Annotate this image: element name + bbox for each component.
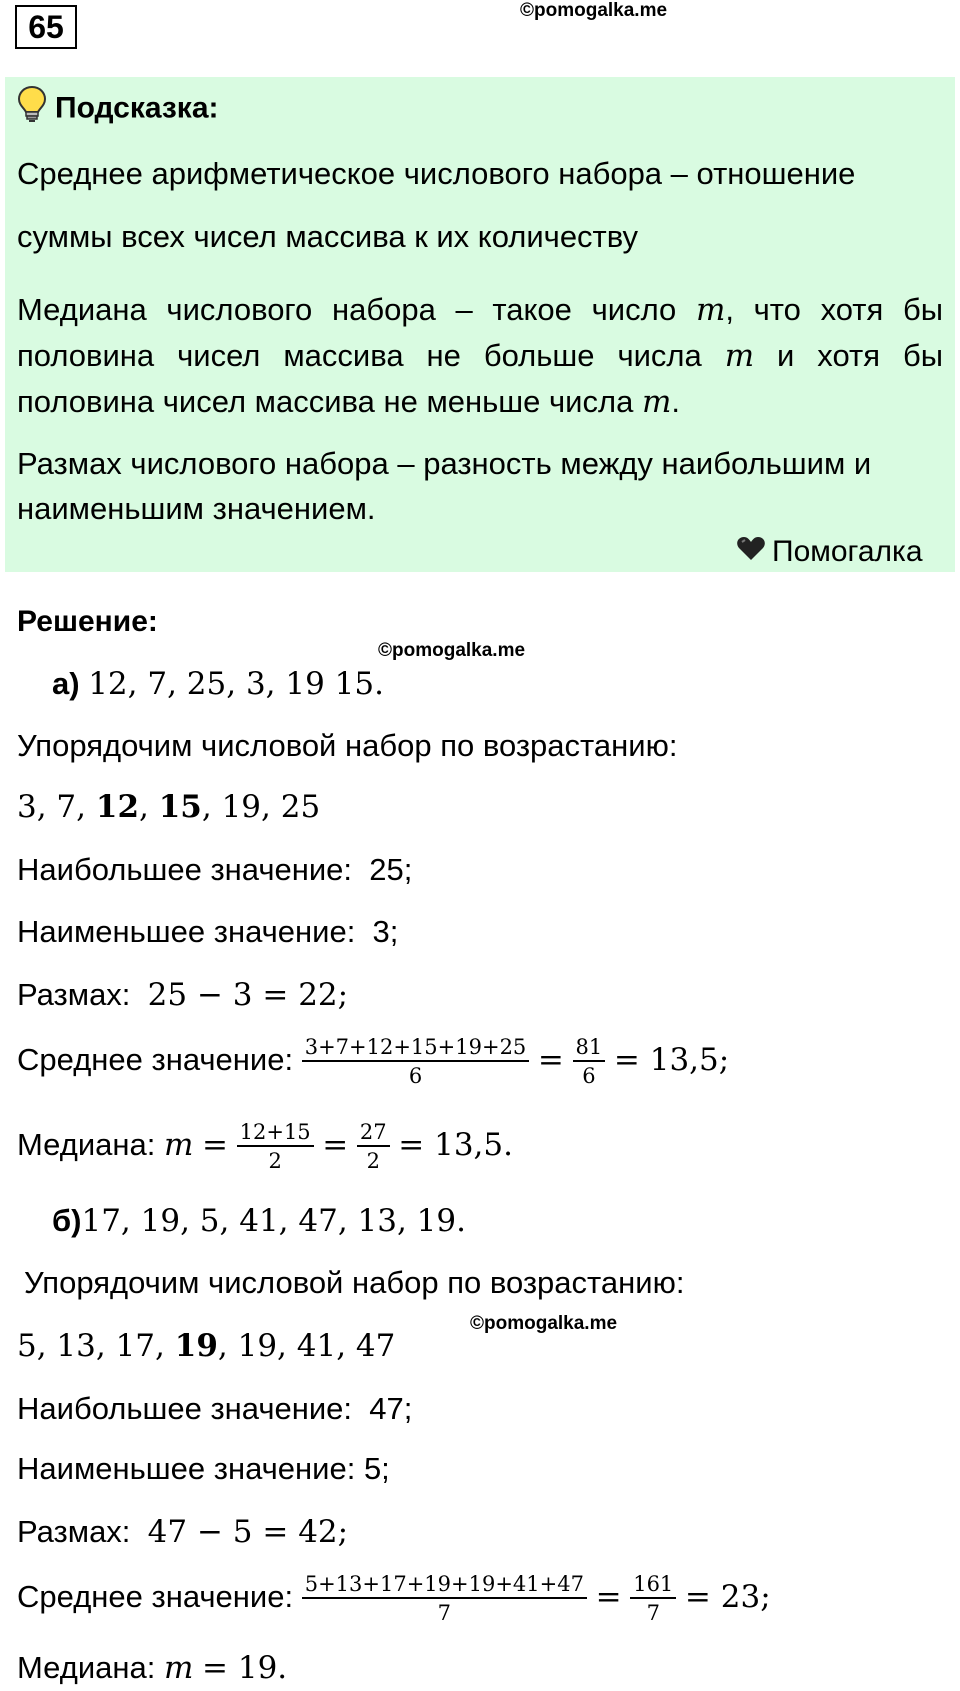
min-label: Наименьшее значение: xyxy=(17,914,356,949)
part-b-median xyxy=(17,1648,287,1688)
hint-title: Подсказка: xyxy=(55,91,219,125)
part-a-mean: Среднее значение: $\frac{3+7+12+15+19+25}{6}$ = $\frac{81}{6}$ = 13,5; xyxy=(17,1034,730,1088)
ordered-part: 3, 7, xyxy=(17,789,96,825)
part-a-max xyxy=(17,850,412,890)
range-label: Размах: xyxy=(17,1514,131,1549)
hint-p1-line1: Среднее арифметическое числового набора – отношение xyxy=(17,156,856,191)
heart-icon xyxy=(736,533,766,573)
mean-fraction-simplified: $\frac{81}{6}$ xyxy=(573,1034,606,1090)
median-element: 12 xyxy=(95,789,140,825)
median-label: Медиана: xyxy=(17,1127,156,1162)
part-a-order-text: Упорядочим числовой набор по возрастанию: xyxy=(17,728,678,763)
part-b-min xyxy=(17,1449,390,1489)
ordered-part: , 19, 41, 47 xyxy=(217,1328,396,1364)
range-expression: 25 − 3 = 22; xyxy=(147,977,349,1013)
min-value: 5; xyxy=(363,1451,390,1486)
hint-range-definition: Размах числового набора – разность между наибольшим и наименьшим значением. xyxy=(17,446,872,526)
watermark-bottom: ©pomogalka.me xyxy=(470,1313,618,1334)
ordered-part: 5, 13, 17, xyxy=(17,1328,175,1364)
part-b-max xyxy=(17,1389,412,1429)
part-a-label: а) xyxy=(52,666,80,701)
median-fraction-simplified: $\frac{27}{2}$ xyxy=(357,1119,390,1175)
hint-p2-var-m: m xyxy=(724,338,755,374)
median-fraction: $\frac{12+15}{2}$ xyxy=(237,1119,314,1175)
part-a-median: Медиана: m = $\frac{12+15}{2}$ = $\frac{27}{2}$ = 13,5. xyxy=(17,1119,513,1173)
brand-name: Помогалка xyxy=(772,535,923,568)
part-b-order-text: Упорядочим числовой набор по возрастанию: xyxy=(24,1265,685,1300)
min-label: Наименьшее значение: xyxy=(17,1451,356,1486)
mean-fraction-simplified: $\frac{161}{7}$ xyxy=(630,1571,676,1627)
task-number: 65 xyxy=(15,5,77,49)
part-a-ordered-set xyxy=(17,787,320,827)
max-value: 25; xyxy=(369,852,413,887)
part-b-ordered-set xyxy=(17,1326,395,1366)
lightbulb-icon xyxy=(17,85,47,134)
median-element: 15 xyxy=(158,789,202,825)
hint-p2-part-a: Медиана числового набора – такое число xyxy=(17,292,696,327)
hint-median-definition xyxy=(17,287,943,425)
max-label: Наибольшее значение: xyxy=(17,852,353,887)
part-b-set xyxy=(52,1201,466,1241)
hint-p2-part-c: и хотя бы половина чисел массива не меньше числа xyxy=(17,338,943,419)
max-value: 47; xyxy=(369,1391,413,1426)
part-a-numbers: 12, 7, 25, 3, 19 15. xyxy=(88,666,384,702)
median-var: m xyxy=(163,1127,194,1163)
hint-title-row xyxy=(17,85,219,134)
ordered-part: , 19, 25 xyxy=(201,789,321,825)
min-value: 3; xyxy=(372,914,399,949)
median-element: 19 xyxy=(174,1328,218,1364)
mean-label: Среднее значение: xyxy=(17,1042,294,1077)
hint-p2-var-m: m xyxy=(641,384,672,420)
median-label: Медиана: xyxy=(17,1650,156,1685)
mean-fraction: $\frac{5+13+17+19+19+41+47}{7}$ xyxy=(302,1571,587,1627)
median-result: = 19. xyxy=(202,1650,288,1686)
ordered-part: , xyxy=(139,789,159,825)
brand-signature xyxy=(736,532,923,573)
watermark-mid: ©pomogalka.me xyxy=(378,640,526,661)
part-b-label: б) xyxy=(52,1203,82,1238)
part-a-range xyxy=(17,975,348,1015)
watermark-top: ©pomogalka.me xyxy=(520,0,668,21)
median-result: = 13,5. xyxy=(398,1127,513,1163)
hint-p2-part-b: , что хотя бы половина чисел массива не больше числа xyxy=(17,292,943,373)
part-b-mean: Среднее значение: $\frac{5+13+17+19+19+41+47}{7}$ = $\frac{161}{7}$ = 23; xyxy=(17,1571,771,1625)
mean-result: = 23; xyxy=(684,1579,771,1615)
hint-p2-part-d: . xyxy=(671,384,680,419)
max-label: Наибольшее значение: xyxy=(17,1391,353,1426)
hint-p2-var-m: m xyxy=(695,292,726,328)
mean-fraction: $\frac{3+7+12+15+19+25}{6}$ xyxy=(302,1034,530,1090)
part-b-numbers: 17, 19, 5, 41, 47, 13, 19. xyxy=(81,1203,466,1239)
solution-title: Решение: xyxy=(17,605,158,638)
mean-result: = 13,5; xyxy=(613,1042,730,1078)
part-a-set xyxy=(52,664,384,704)
part-b-range xyxy=(17,1512,348,1552)
part-a-min xyxy=(17,912,398,952)
mean-label: Среднее значение: xyxy=(17,1579,294,1614)
median-var: m xyxy=(163,1650,194,1686)
range-expression: 47 − 5 = 42; xyxy=(147,1514,349,1550)
range-label: Размах: xyxy=(17,977,131,1012)
hint-p1-line2: суммы всех чисел массива к их количеству xyxy=(17,219,639,254)
